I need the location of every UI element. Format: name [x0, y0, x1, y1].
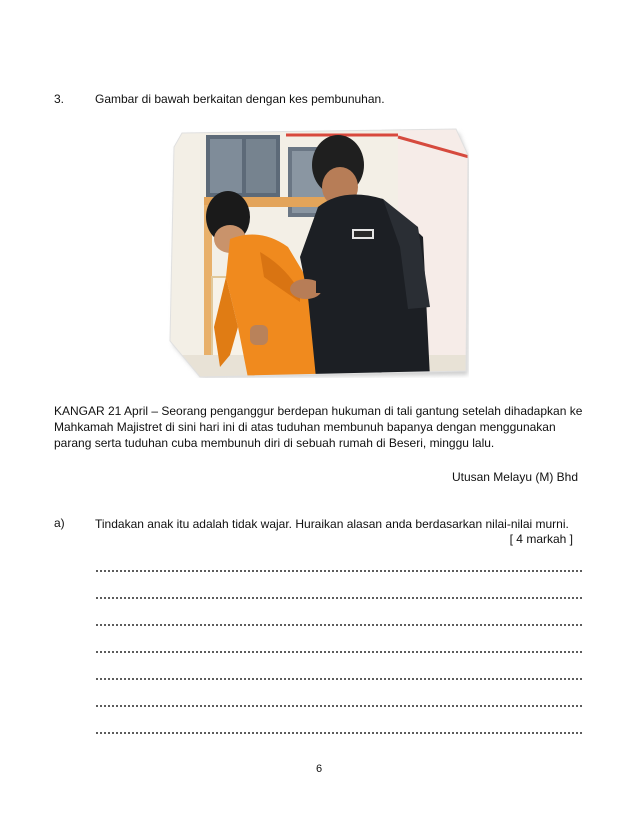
sub-question-label: a) — [54, 516, 65, 530]
answer-line[interactable] — [95, 651, 583, 653]
question-text: Gambar di bawah berkaitan dengan kes pembunuhan. — [95, 92, 385, 106]
news-photo — [168, 127, 469, 378]
marks-label: [ 4 markah ] — [509, 532, 573, 546]
answer-line[interactable] — [95, 624, 583, 626]
answer-line[interactable] — [95, 597, 583, 599]
answer-line[interactable] — [95, 570, 583, 572]
question-number: 3. — [54, 92, 65, 106]
news-article-body: KANGAR 21 April – Seorang penganggur berdepan hukuman di tali gantung setelah dihadapkan ke Mahkamah Majistret di sini hari ini di atas tuduhan membunuh bapanya dengan menggunakan parang serta tuduhan cuba membunuh diri di sebuah rumah di Beseri, minggu lalu. — [54, 404, 583, 450]
answer-line[interactable] — [95, 678, 583, 680]
sub-question-text: Tindakan anak itu adalah tidak wajar. Huraikan alasan anda berdasarkan nilai-nilai murni. — [95, 517, 569, 531]
answer-line[interactable] — [95, 732, 583, 734]
answer-line[interactable] — [95, 705, 583, 707]
news-source: Utusan Melayu (M) Bhd — [451, 470, 578, 484]
page-number: 6 — [315, 763, 323, 775]
